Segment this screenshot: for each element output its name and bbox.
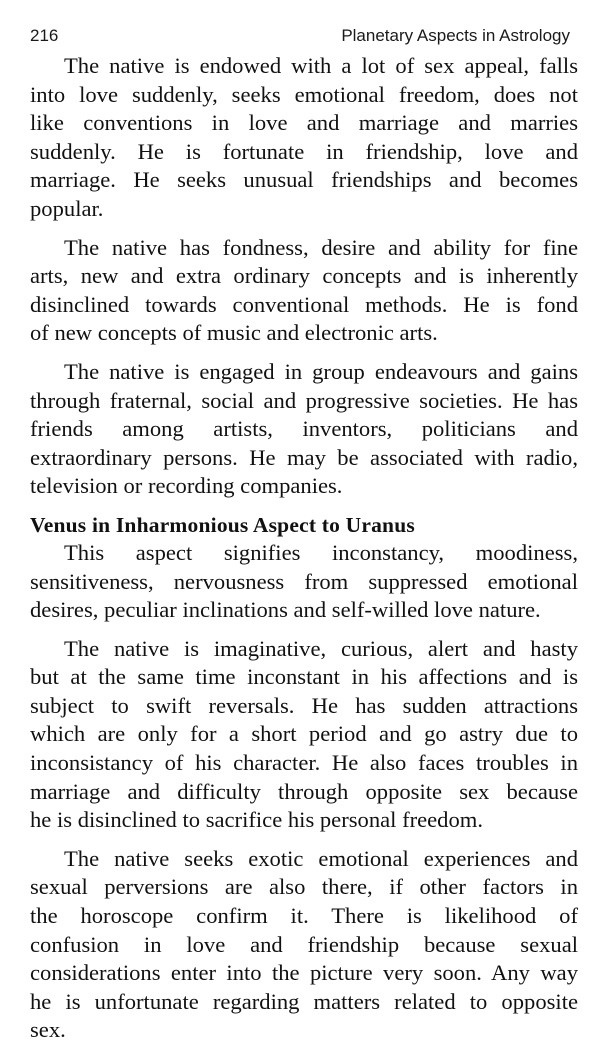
paragraph — [30, 52, 578, 224]
text-line: into love suddenly, seeks emotional freedom, does not — [30, 81, 578, 107]
text-line: arts, new and extra ordinary concepts and is inherently — [30, 263, 578, 289]
text-line: subject to swift reversals. He has sudden attractions — [30, 692, 578, 718]
text-line: The native seeks exotic emotional experiences and — [64, 845, 578, 871]
text-line: The native is endowed with a lot of sex appeal, falls — [64, 53, 578, 78]
paragraph — [30, 234, 578, 348]
text-line: considerations enter into the picture very soon. Any way — [30, 960, 578, 986]
page-number: 216 — [30, 26, 59, 45]
text-line: of new concepts of music and electronic arts. — [30, 320, 438, 346]
text-line: confusion in love and friendship because sexual — [30, 931, 578, 957]
paragraphs-before-heading — [30, 52, 578, 501]
text-line: extraordinary persons. He may be associated with radio, — [30, 444, 578, 470]
text-line: marriage and difficulty through opposite sex because — [30, 778, 578, 804]
paragraphs-after-heading — [30, 539, 578, 1045]
text-line: The native has fondness, desire and ability for fine — [64, 234, 578, 260]
paragraph — [30, 539, 578, 625]
text-line: This aspect signifies inconstancy, moodiness, — [64, 539, 578, 565]
text-line: he is disinclined to sacrifice his personal freedom. — [30, 807, 483, 833]
page-body — [30, 52, 578, 1055]
text-line: The native is imaginative, curious, alert and hasty — [64, 635, 578, 661]
text-line: but at the same time inconstant in his affections and is — [30, 664, 578, 690]
text-line: inconsistancy of his character. He also faces troubles in — [30, 750, 578, 776]
page-header — [30, 26, 570, 50]
text-line: sex. — [30, 1017, 66, 1043]
text-line: suddenly. He is fortunate in friendship, love and — [30, 138, 578, 164]
text-line: marriage. He seeks unusual friendships and becomes — [30, 167, 578, 193]
text-line: which are only for a short period and go astry due to — [30, 721, 578, 747]
text-line: sexual perversions are also there, if other factors in — [30, 874, 578, 900]
paragraph — [30, 358, 578, 501]
text-line: television or recording companies. — [30, 473, 343, 499]
text-line: he is unfortunate regarding matters related to opposite — [30, 988, 578, 1014]
text-line: popular. — [30, 195, 104, 221]
text-line: like conventions in love and marriage and marries — [30, 110, 578, 136]
text-line: The native is engaged in group endeavours and gains — [64, 358, 578, 384]
text-line: disinclined towards conventional methods. He is fond — [30, 291, 578, 317]
text-line: desires, peculiar inclinations and self-willed love nature. — [30, 597, 541, 623]
section-heading: Venus in Inharmonious Aspect to Uranus — [30, 512, 415, 537]
paragraph — [30, 845, 578, 1045]
text-line: the horoscope confirm it. There is likelihood of — [30, 903, 578, 929]
text-line: through fraternal, social and progressive societies. He has — [30, 387, 578, 413]
text-line: sensitiveness, nervousness from suppressed emotional — [30, 568, 578, 594]
running-title: Planetary Aspects in Astrology — [341, 26, 570, 45]
paragraph — [30, 635, 578, 835]
text-line: friends among artists, inventors, politicians and — [30, 416, 578, 442]
